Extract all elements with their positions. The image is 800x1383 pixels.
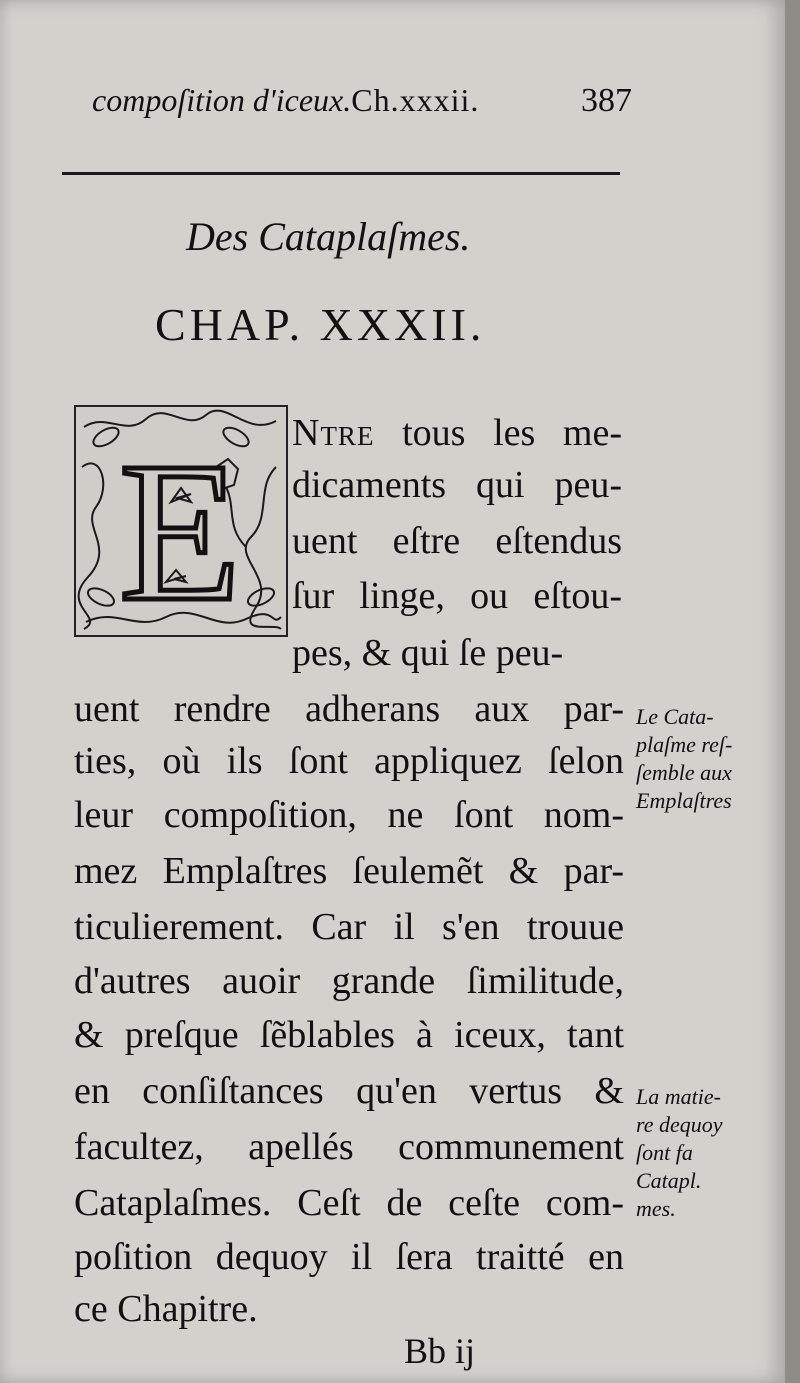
text-line: mez Emplaſtres ſeulemẽt & par- bbox=[74, 850, 624, 892]
margin-note-line: Catapl. bbox=[636, 1168, 702, 1193]
margin-note-line: re dequoy bbox=[636, 1112, 723, 1137]
text-line: dicaments qui peu- bbox=[292, 464, 622, 506]
signature-mark: Bb ij bbox=[404, 1331, 476, 1371]
text-line: ſur linge, ou eſtou- bbox=[292, 575, 622, 617]
chapter-heading: CHAP. XXXII. bbox=[155, 299, 486, 350]
text-line: poſition dequoy il ſera traitté en bbox=[74, 1236, 624, 1278]
text-line: Ntre tous les me- bbox=[292, 412, 622, 454]
text-line: leur compoſition, ne ſont nom- bbox=[74, 794, 624, 836]
initial-letter: E bbox=[118, 422, 242, 635]
page-number: 387 bbox=[581, 82, 632, 119]
margin-note-line: plaſme reſ- bbox=[636, 732, 733, 757]
text-line: ticulierement. Car il s'en trouue bbox=[74, 906, 624, 948]
text-line: ce Chapitre. bbox=[74, 1288, 258, 1330]
text-line: uent eſtre eſtendus bbox=[292, 520, 622, 562]
foliage-ornament-icon bbox=[76, 407, 286, 635]
section-title: Des Cataplaſmes. bbox=[186, 214, 471, 259]
page-edge bbox=[785, 0, 800, 1383]
margin-note-line: ſont fa bbox=[636, 1140, 693, 1165]
decorated-initial bbox=[74, 405, 288, 637]
margin-note-line: Emplaſtres bbox=[636, 788, 732, 813]
margin-note-line: mes. bbox=[636, 1196, 676, 1221]
margin-note-line: La matie- bbox=[636, 1084, 721, 1109]
text-line: en conſiſtances qu'en vertus & bbox=[74, 1070, 624, 1112]
margin-note-line: ſemble aux bbox=[636, 760, 732, 785]
text-line: ties, où ils ſont appliquez ſelon bbox=[74, 740, 624, 782]
running-head bbox=[92, 82, 632, 128]
text-line: Cataplaſmes. Ceſt de ceſte com- bbox=[74, 1182, 624, 1224]
text-line: pes, & qui ſe peu- bbox=[292, 632, 564, 674]
text-line: uent rendre adherans aux par- bbox=[74, 688, 624, 730]
text-line: facultez, apellés communement bbox=[74, 1126, 624, 1168]
running-head-title: compoſition d'iceux. bbox=[92, 82, 352, 118]
margin-note-line: Le Cata- bbox=[636, 704, 714, 729]
header-rule bbox=[62, 172, 620, 175]
running-head-chapter: Ch.xxxii. bbox=[351, 82, 480, 118]
text-line: & preſque ſẽblables à iceux, tant bbox=[74, 1014, 624, 1056]
text-line: d'autres auoir grande ſimilitude, bbox=[74, 960, 624, 1002]
